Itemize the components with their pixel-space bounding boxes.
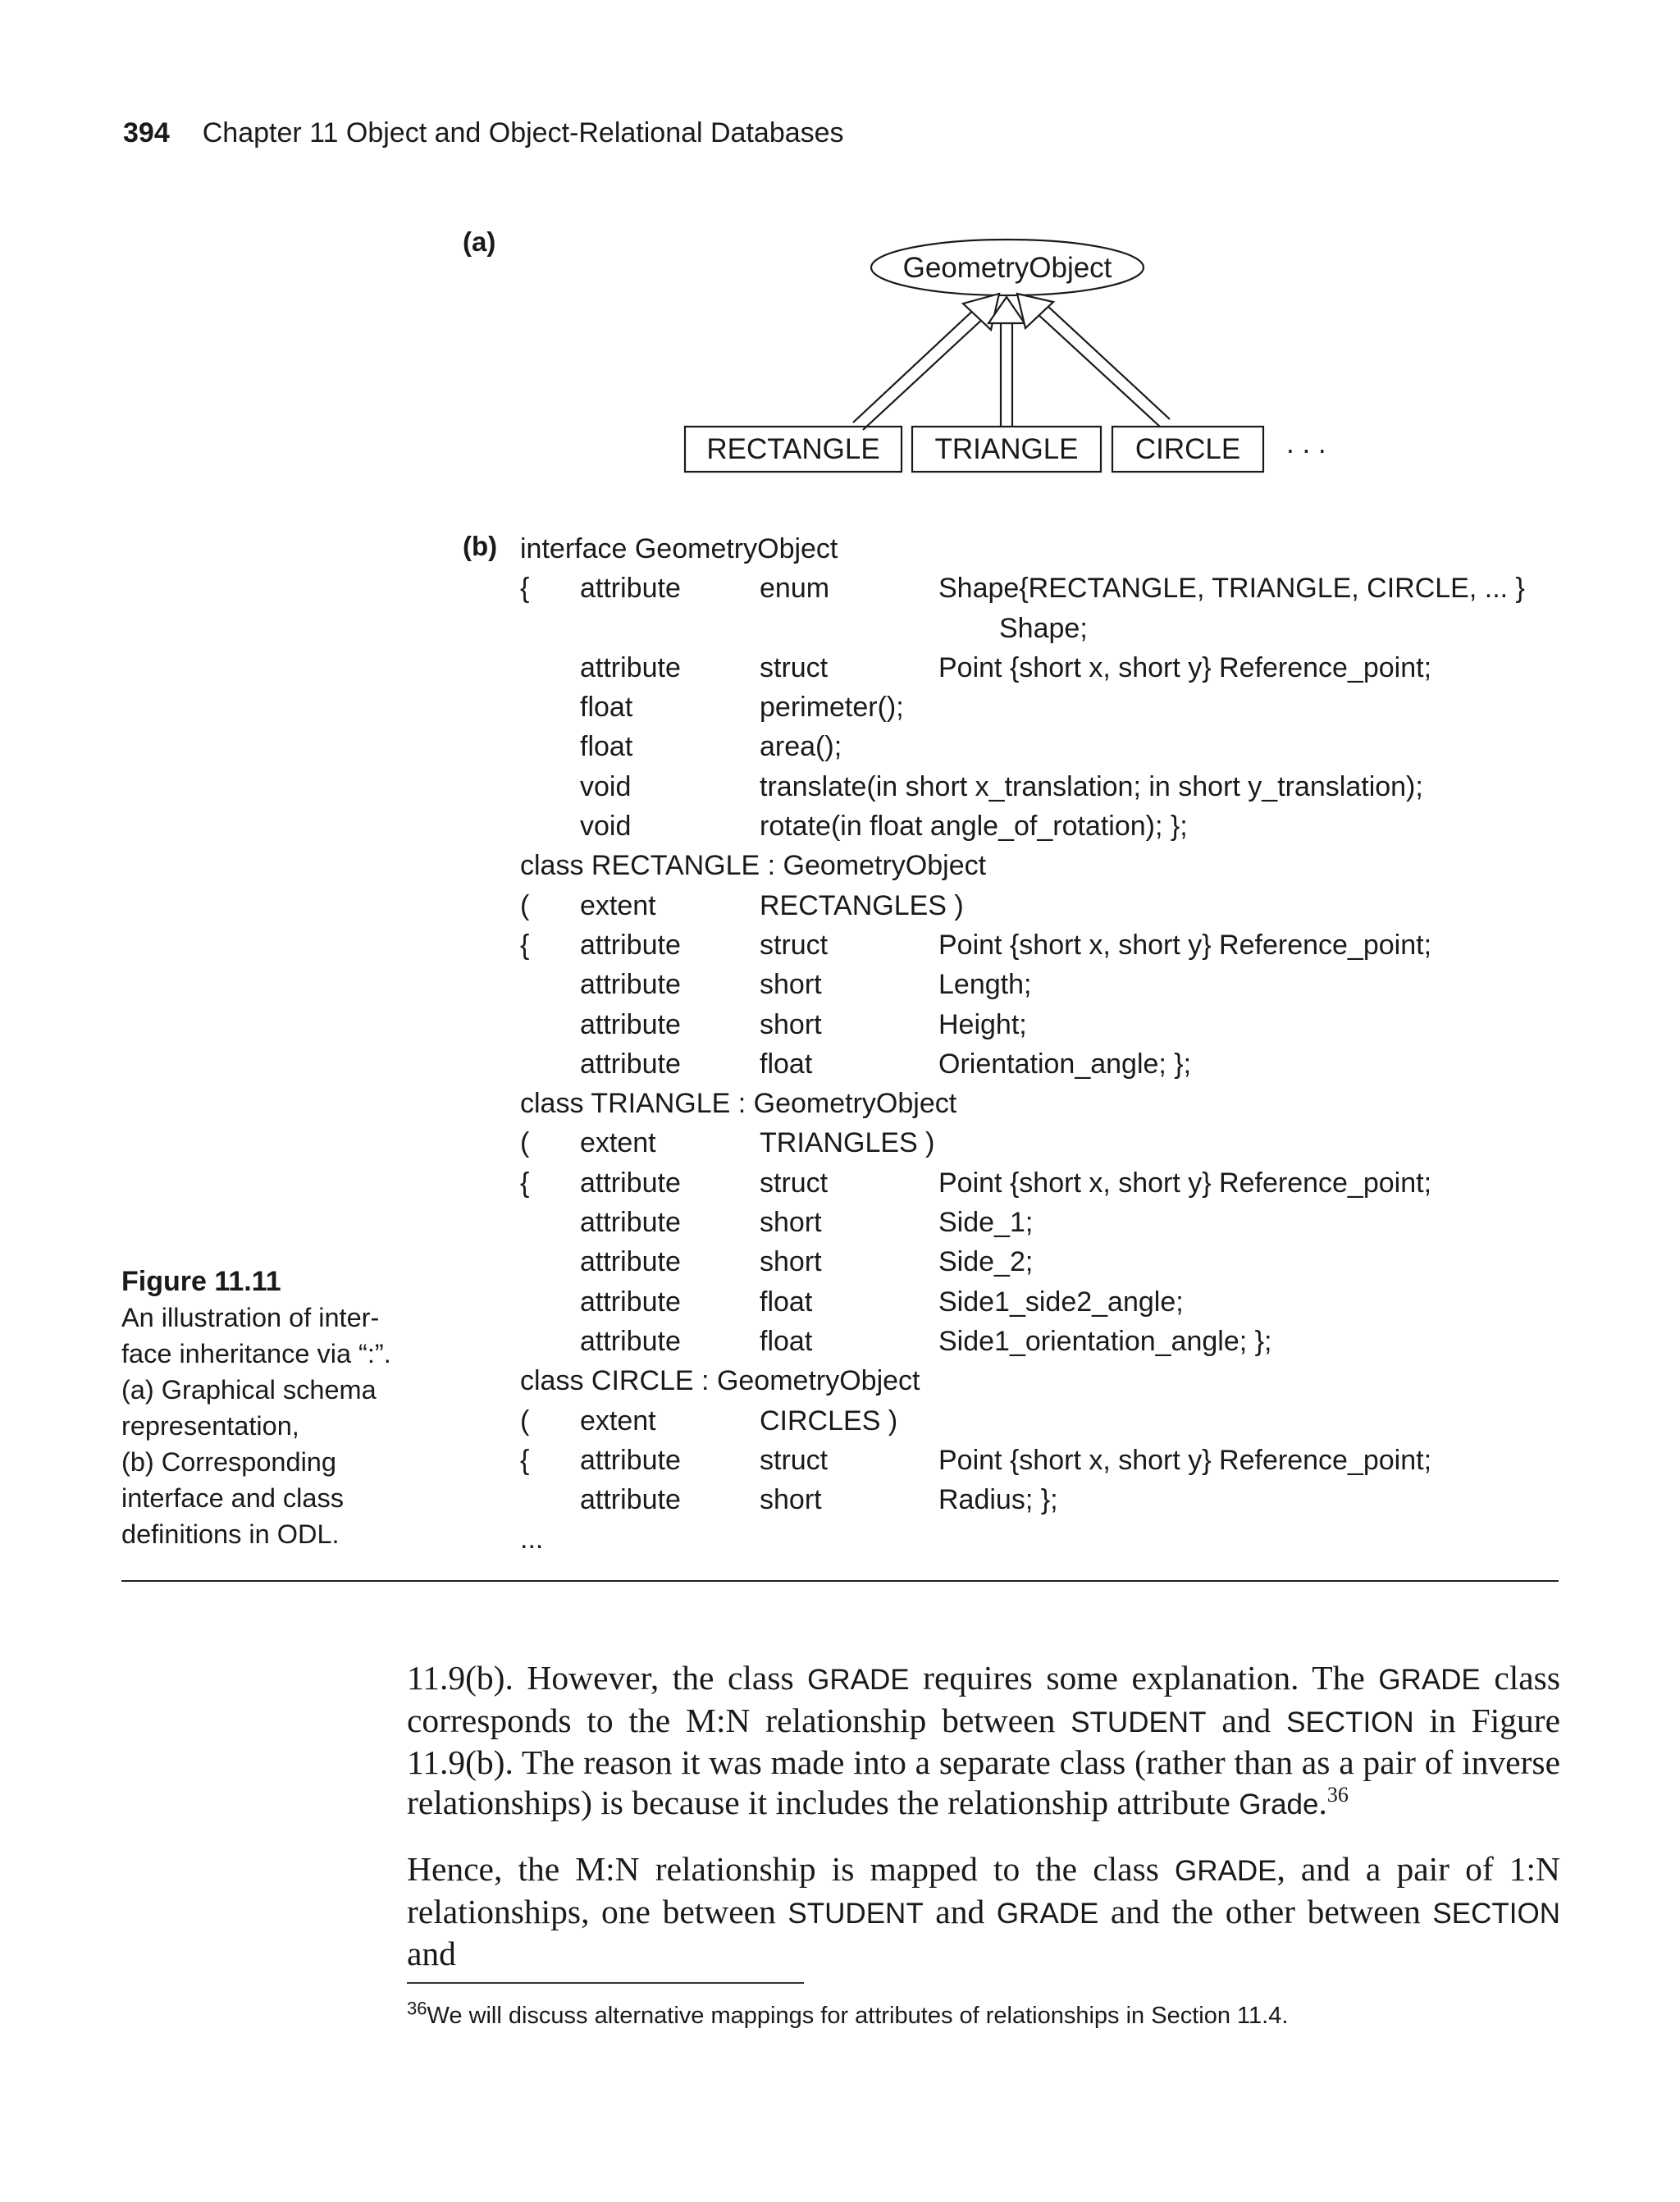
code-token: ( (520, 1127, 530, 1159)
code-token: attribute (580, 1484, 681, 1516)
figure-caption-line: representation, (121, 1411, 299, 1441)
code-line (520, 1441, 1570, 1480)
figure-caption-line: definitions in ODL. (121, 1519, 340, 1549)
more-classes-ellipsis: . . . (1286, 427, 1326, 459)
footnote-rule (407, 1982, 804, 1984)
code-token: class RECTANGLE : GeometryObject (520, 850, 987, 882)
code-token: Shape{RECTANGLE, TRIANGLE, CIRCLE, ... } (938, 573, 1525, 605)
code-line (520, 569, 1570, 608)
code-token: short (760, 1246, 822, 1278)
code-line (520, 1203, 1570, 1242)
code-token: float (760, 1325, 813, 1357)
code-token: { (520, 1167, 530, 1199)
code-token: extent (580, 889, 656, 921)
code-token: attribute (580, 1167, 681, 1199)
code-token: attribute (580, 1207, 681, 1239)
code-token: extent (580, 1127, 656, 1159)
figure-caption-line: (a) Graphical schema (121, 1375, 377, 1405)
code-line (520, 1044, 1570, 1084)
root-class-name: GeometryObject (902, 252, 1112, 284)
code-token: Height; (938, 1008, 1027, 1040)
code-token: Radius; }; (938, 1484, 1058, 1516)
code-line (520, 609, 1570, 648)
code-token: extent (580, 1405, 656, 1437)
footnote-text: We will discuss alternative mappings for attributes of relationships in Section 11.4. (427, 2003, 1289, 2029)
code-line (520, 886, 1570, 925)
figure-caption-line: interface and class (121, 1483, 344, 1513)
code-line (520, 1123, 1570, 1163)
footnote (407, 1998, 1289, 2030)
code-line (520, 925, 1570, 965)
code-line (520, 1322, 1570, 1361)
code-line (520, 1242, 1570, 1281)
code-token: interface GeometryObject (520, 533, 838, 564)
paragraph-1: 11.9(b). However, the class GRADE requires some explanation. The GRADE class corresponds to the M:N relationship between STUDENT and SECTION in Figure 11.9(b). The reason it was made into a separate class (rather than as a pair of inverse relationships) is because it includes the relationship attribute Grade.$^{36}$ (407, 1659, 1560, 1821)
code-token: TRIANGLES ) (760, 1127, 935, 1159)
code-token: float (760, 1286, 813, 1318)
code-token: attribute (580, 1048, 681, 1080)
code-token: Side_1; (938, 1207, 1034, 1239)
code-token: short (760, 969, 822, 1001)
figure-caption-line: (b) Corresponding (121, 1447, 336, 1477)
running-header (123, 117, 844, 149)
odl-code-listing (520, 529, 1570, 1560)
child-class-triangle: TRIANGLE (934, 433, 1079, 465)
body-text (407, 1658, 1560, 1999)
code-line (520, 1480, 1570, 1519)
figure-caption-title: Figure 11.11 (121, 1266, 281, 1297)
code-line (520, 727, 1570, 766)
code-token: float (760, 1048, 813, 1080)
code-token: struct (760, 651, 829, 683)
code-token: Side_2; (938, 1246, 1034, 1278)
code-token: Side1_side2_angle; (938, 1286, 1184, 1318)
code-line (520, 1282, 1570, 1322)
code-line (520, 529, 1570, 569)
code-token: RECTANGLES ) (760, 889, 964, 921)
code-token: perimeter(); (760, 692, 904, 724)
figure-label-b: (b) (463, 531, 498, 561)
code-token: void (580, 811, 632, 843)
code-line (520, 648, 1570, 688)
code-token: rotate(in float angle_of_rotation); }; (760, 811, 1188, 843)
code-token: Point {short x, short y} Reference_point; (938, 1167, 1432, 1199)
code-token: attribute (580, 969, 681, 1001)
code-token: attribute (580, 1444, 681, 1476)
code-token: ... (520, 1524, 544, 1556)
code-token: attribute (580, 929, 681, 961)
code-line (520, 1519, 1570, 1559)
code-token: attribute (580, 573, 681, 605)
code-token: struct (760, 1167, 829, 1199)
code-token: struct (760, 929, 829, 961)
code-token: CIRCLES ) (760, 1405, 898, 1437)
footnote-ref[interactable]: 36 (1326, 1782, 1349, 1807)
code-line (520, 688, 1570, 727)
code-token: Length; (938, 969, 1032, 1001)
code-line (520, 1005, 1570, 1044)
code-token: ( (520, 889, 530, 921)
code-token: area(); (760, 731, 842, 763)
code-line (520, 965, 1570, 1004)
figure-caption-line: An illustration of inter- (121, 1303, 380, 1332)
running-title: Chapter 11 Object and Object-Relational Databases (202, 117, 844, 148)
inherit-arrow-triangle (988, 297, 1025, 427)
code-token: float (580, 731, 633, 763)
code-token: { (520, 929, 530, 961)
code-line (520, 846, 1570, 885)
code-line (520, 1084, 1570, 1123)
code-token: Side1_orientation_angle; }; (938, 1325, 1272, 1357)
code-line (520, 767, 1570, 806)
code-token: float (580, 692, 633, 724)
code-token: short (760, 1207, 822, 1239)
code-line (520, 806, 1570, 846)
code-token: enum (760, 573, 830, 605)
code-token: attribute (580, 1325, 681, 1357)
code-token: class TRIANGLE : GeometryObject (520, 1088, 957, 1120)
code-token: attribute (580, 1008, 681, 1040)
figure-bottom-rule (121, 1580, 1559, 1582)
code-token: Point {short x, short y} Reference_point; (938, 929, 1432, 961)
code-token: attribute (580, 1286, 681, 1318)
code-token: ( (520, 1405, 530, 1437)
paragraph-2: Hence, the M:N relationship is mapped to the class GRADE, and a pair of 1:N relationships, one between STUDENT and GRADE and the other between SECTION and (407, 1850, 1560, 1972)
code-token: attribute (580, 651, 681, 683)
child-class-circle: CIRCLE (1134, 433, 1241, 465)
code-line (520, 1401, 1570, 1441)
inheritance-diagram (673, 238, 1345, 484)
code-token: Point {short x, short y} Reference_point; (938, 1444, 1432, 1476)
code-token: { (520, 573, 530, 605)
inherit-arrow-circle (1017, 294, 1170, 427)
figure-caption-line: face inheritance via “:”. (121, 1339, 391, 1368)
code-token: struct (760, 1444, 829, 1476)
child-class-rectangle: RECTANGLE (706, 433, 880, 465)
code-token: short (760, 1008, 822, 1040)
figure-label-a: (a) (463, 226, 496, 257)
inherit-arrow-rectangle (853, 294, 999, 430)
page-number: 394 (123, 117, 170, 148)
footnote-number: 36 (407, 1998, 427, 2019)
code-token: Shape; (999, 612, 1088, 644)
code-token: Orientation_angle; }; (938, 1048, 1192, 1080)
code-token: Point {short x, short y} Reference_point; (938, 651, 1432, 683)
code-token: short (760, 1484, 822, 1516)
code-token: { (520, 1444, 530, 1476)
figure-caption (121, 1263, 417, 1552)
code-token: void (580, 770, 632, 802)
code-token: translate(in short x_translation; in short y_translation); (760, 770, 1423, 802)
code-line (520, 1361, 1570, 1400)
code-line (520, 1163, 1570, 1203)
code-token: class CIRCLE : GeometryObject (520, 1365, 920, 1397)
code-token: attribute (580, 1246, 681, 1278)
